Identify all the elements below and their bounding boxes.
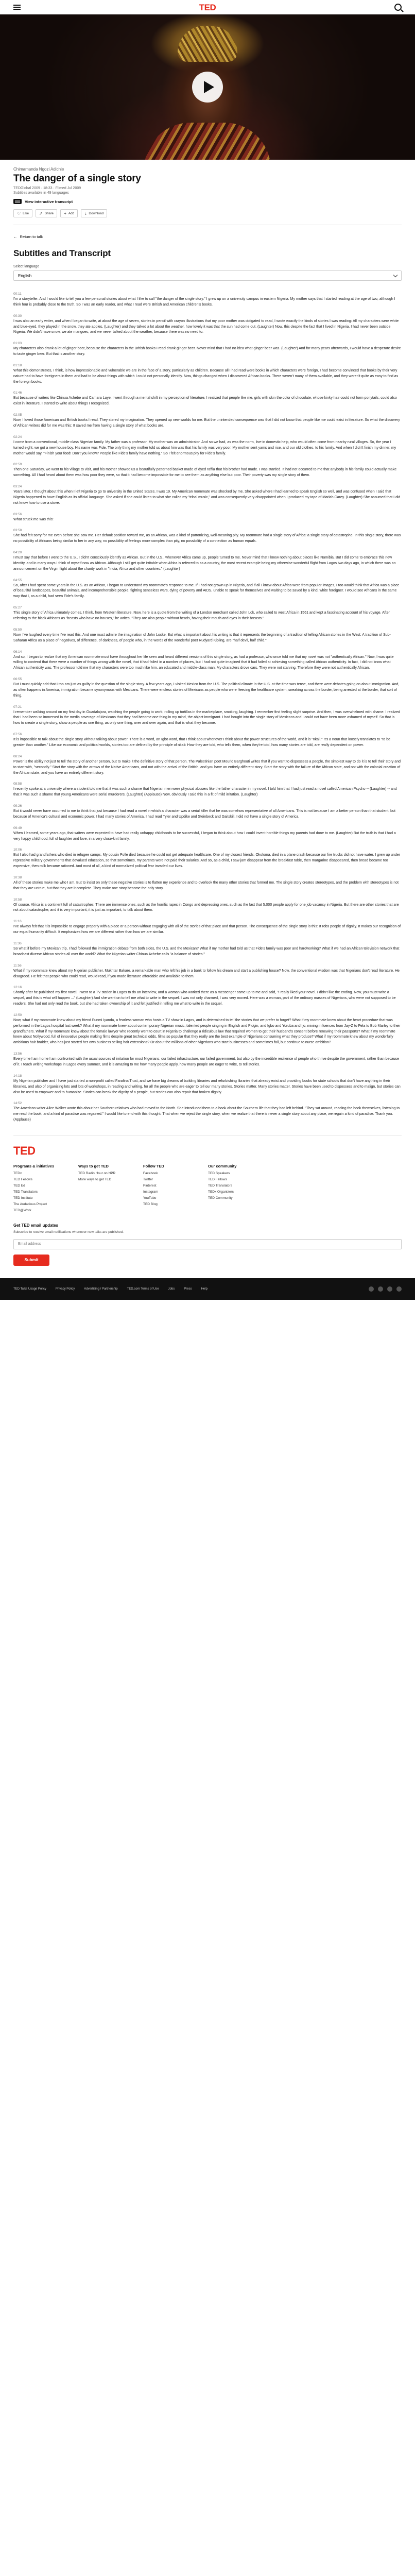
- footer-column: [78, 1164, 143, 1215]
- transcript-icon: [13, 199, 22, 204]
- footer-link[interactable]: TED Blog: [143, 1202, 158, 1206]
- transcript-text: Now, I loved those American and British books I read. They stirred my imagination. They opened up new worlds for me. But the unintended consequence was that I did not know that people like me could exist in literature. So what the discovery of African writers did for me was this: It saved me from having a single story of what books are.: [13, 418, 400, 428]
- transcript-text: But because of writers like Chinua Achebe and Camara Laye, I went through a mental shift in my perception of literature. I realized that people like me, girls with skin the color of chocolate, whose kinky hair could not form ponytails, could also exist in literature. I started to write about things I recognized.: [13, 396, 397, 406]
- transcript-text: And so, I began to realize that my American roommate must have throughout her life seen and heard different versions of this single story, as had a professor, who once told me that my novel was not "authentically African." Now, I was quite willing to contend that there were a number of things wrong with the novel, that it had failed in a number of places, but I had not quite imagined that it had failed at achieving something called African authenticity. In fact, I did not know what African authenticity was. The professor told me that my characters were too much like him, an educated and middle-class man. My characters drove cars. They were not starving. Therefore they were not authentically African.: [13, 655, 394, 670]
- timestamp[interactable]: 14:18: [13, 1074, 22, 1078]
- timestamp[interactable]: 13:56: [13, 1052, 22, 1056]
- bottom-link[interactable]: Jobs: [168, 1287, 175, 1291]
- transcript-text: I remember walking around on my first day in Guadalajara, watching the people going to work, rolling up tortillas in the marketplace, smoking, laughing. I remember first feeling slight surprise. And then, I was overwhelmed with shame. I realized that I had been so immersed in the media coverage of Mexicans that they had become one thing in my mind, the abject immigrant. I had bought into the single story of Mexicans and I could not have been more ashamed of myself. So that is how to create a single story, show a people as one thing, as only one thing, over and over again, and that is what they become.: [13, 710, 400, 725]
- transcript-text: She had felt sorry for me even before she saw me. Her default position toward me, as an African, was a kind of patronizing, well-meaning pity. My roommate had a single story of Africa: a single story of catastrophe. In this single story, there was no possibility of Africans being similar to her in any way, no possibility of feelings more complex than pity, no possibility of a connection as human equals.: [13, 534, 401, 544]
- footer-column-heading: Our community: [208, 1163, 237, 1168]
- talk-meta: TEDGlobal 2009 · 18:33 · Filmed Jul 2009: [13, 187, 81, 190]
- timestamp[interactable]: 05:27: [13, 606, 22, 610]
- bottom-link[interactable]: Help: [201, 1287, 208, 1291]
- timestamp[interactable]: 02:05: [13, 413, 22, 417]
- transcript-paragraph: [13, 942, 402, 958]
- bottom-link[interactable]: TED Talks Usage Policy: [13, 1287, 46, 1291]
- footer-columns: [0, 1161, 415, 1215]
- submit-button[interactable]: Submit: [13, 1255, 49, 1266]
- timestamp[interactable]: 01:18: [13, 363, 22, 367]
- transcript-text: I recently spoke at a university where a student told me that it was such a shame that Nigerian men were physical abusers like the father character in my novel. I told him that I had just read a novel called American Psycho -- (Laughter) -- and that it was such a shame that young Americans were serial murderers. (Laughter) (Applause) Now, obviously I said this in a fit of mild irritation. (Laughter): [13, 787, 397, 797]
- footer-link[interactable]: TED Institute: [13, 1196, 33, 1200]
- footer-column-heading: Follow TED: [143, 1163, 164, 1168]
- transcript-paragraph: [13, 413, 402, 429]
- timestamp[interactable]: 06:55: [13, 677, 22, 682]
- timestamp[interactable]: 02:59: [13, 463, 22, 467]
- arrow-left-icon: ←: [13, 234, 18, 239]
- action-label: Add: [68, 211, 75, 215]
- transcript-text: So, after I had spent some years in the U.S. as an African, I began to understand my roommate's response to me. If I had not grown up in Nigeria, and if all I knew about Africa were from popular images, I too would think that Africa was a place of beautiful landscapes, beautiful animals, and incomprehensible people, fighting senseless wars, dying of poverty and AIDS, unable to speak for themselves and waiting to be saved by a kind, white foreigner. I would see Africans in the same way that I, as a child, had seen Fide's family.: [13, 583, 400, 599]
- interactive-transcript-link[interactable]: [13, 199, 402, 204]
- footer-link[interactable]: TED Fellows: [13, 1177, 32, 1181]
- timestamp[interactable]: 11:56: [13, 963, 22, 968]
- download-icon: ↓: [84, 211, 87, 216]
- bottom-link[interactable]: TED.com Terms of Use: [127, 1287, 159, 1291]
- transcript-paragraph: [13, 964, 402, 980]
- transcript-text: My Nigerian publisher and I have just started a non-profit called Farafina Trust, and we have big dreams of building libraries and refurbishing libraries that already exist and providing books for state schools that don't have anything in their libraries, and also of organizing lots and lots of workshops, in reading and writing, for all the people who are eager to tell our many stories. Stories matter. Many stories matter. Stories have been used to dispossess and to malign, but stories can also be used to empower and to humanize. Stories can break the dignity of a people, but stories can also repair that broken dignity.: [13, 1079, 401, 1094]
- timestamp[interactable]: 03:58: [13, 529, 22, 533]
- timestamp[interactable]: 14:52: [13, 1101, 22, 1106]
- transcript-paragraph: [13, 804, 402, 820]
- transcript-paragraph: [13, 628, 402, 644]
- footer-link[interactable]: TED Radio Hour on NPR: [78, 1171, 116, 1175]
- language-select[interactable]: [13, 270, 402, 281]
- youtube-icon[interactable]: [396, 1286, 402, 1292]
- transcript-text: Power is the ability not just to tell the story of another person, but to make it the definitive story of that person. The Palestinian poet Mourid Barghouti writes that if you want to dispossess a people, the simplest way to do it is to tell their story and to start with, "secondly." Start the story with the arrows of the Native Americans, and not with the arrival of the British, and you have an entirely different story. Start the story with the failure of the African state, and not with the colonial creation of the African state, and you have an entirely different story.: [13, 759, 401, 775]
- transcript-text: But I also had grandfathers who died in refugee camps. My cousin Polle died because he could not get adequate healthcare. One of my closest friends, Okoloma, died in a plane crash because our fire trucks did not have water. I grew up under repressive military governments that devalued education, so that sometimes, my parents were not paid their salaries. And so, as a child, I saw jam disappear from the breakfast table, then margarine disappeared, then bread became too expensive, then milk became rationed. And most of all, a kind of normalized political fear invaded our lives.: [13, 853, 400, 869]
- transcript: [0, 281, 415, 1123]
- transcript-paragraph: [13, 529, 402, 545]
- transcript-paragraph: [13, 463, 402, 479]
- transcript-paragraph: [13, 876, 402, 892]
- transcript-paragraph: [13, 826, 402, 842]
- action-download-button[interactable]: [81, 209, 107, 217]
- transcript-text: My characters also drank a lot of ginger beer, because the characters in the British books I read drank ginger beer. Never mind that I had no idea what ginger beer was. (Laughter) And for many years afterwards, I would have a desperate desire to taste ginger beer. But that is another story.: [13, 347, 401, 357]
- transcript-text: Now, I've laughed every time I've read this. And one must admire the imagination of John Locke. But what is important about his writing is that it represents the beginning of a tradition of telling African stories in the West: A tradition of Sub-Saharan Africa as a place of negatives, of difference, of darkness, of people who, in the words of the wonderful poet Rudyard Kipling, are "half devil, half child.": [13, 633, 391, 642]
- speaker-name[interactable]: Chimamanda Ngozi Adichie: [13, 167, 64, 172]
- footer-column-heading: Programs & initiatives: [13, 1163, 55, 1168]
- social-icons: [369, 1286, 402, 1292]
- transcript-text: I'm a storyteller. And I would like to tell you a few personal stories about what I like to call "the danger of the single story." I grew up on a university campus in eastern Nigeria. My mother says that I started reading at the age of two, although I think four is probably close to the truth. So I was an early reader, and what I read were British and American children's books.: [13, 297, 395, 307]
- transcript-text: What struck me was this:: [13, 517, 54, 521]
- transcript-text: It is impossible to talk about the single story without talking about power. There is a word, an Igbo word, that I think about whenever I think about the power structures of the world, and it is "nkali." It's a noun that loosely translates to "to be greater than another." Like our economic and political worlds, stories too are defined by the principle of nkali: How they are told, who tells them, when they're told, how many stories are told, are really dependent on power.: [13, 738, 391, 747]
- transcript-paragraph: [13, 782, 402, 798]
- transcript-text: I've always felt that it is impossible to engage properly with a place or a person without engaging with all of the stories of that place and that person. The consequence of the single story is this: It robs people of dignity. It makes our recognition of our equal humanity difficult. It emphasizes how we are different rather than how we are similar.: [13, 925, 401, 935]
- footer-link[interactable]: TED@Work: [13, 1208, 31, 1212]
- footer-link[interactable]: Pinterest: [143, 1183, 157, 1188]
- transcript-text: The American writer Alice Walker wrote this about her Southern relatives who had moved to the North. She introduced them to a book about the Southern life that they had left behind. "They sat around, reading the book themselves, listening to me read the book, and a kind of paradise was regained." I would like to end with this thought: That when we reject the single story, when we realize that there is never a single story about any place, we regain a kind of paradise. Thank you. (Applause): [13, 1107, 400, 1122]
- transcript-paragraph: [13, 1074, 402, 1096]
- footer-column-heading: Ways to get TED: [78, 1163, 109, 1168]
- timestamp[interactable]: 08:58: [13, 782, 22, 786]
- transcript-paragraph: [13, 755, 402, 776]
- transcript-paragraph: [13, 650, 402, 672]
- bottom-link[interactable]: Press: [184, 1287, 192, 1291]
- timestamp[interactable]: 12:16: [13, 986, 22, 990]
- timestamp[interactable]: 10:58: [13, 897, 22, 902]
- transcript-text: Years later, I thought about this when I left Nigeria to go to university in the United States. I was 19. My American roommate was shocked by me. She asked where I had learned to speak English so well, and was confused when I said that Nigeria happened to have English as its official language. She asked if she could listen to what she called my "tribal music," and was consequently very disappointed when I produced my tape of Mariah Carey. (Laughter) She assumed that I did not know how to use a stove.: [13, 490, 401, 505]
- transcript-text: What if my roommate knew about my Nigerian publisher, Mukhtar Bakare, a remarkable man who left his job in a bank to follow his dream and start a publishing house? Now, the conventional wisdom was that Nigerians don't read literature. He disagreed. He felt that people who could read, would read, if you made literature affordable and available to them.: [13, 969, 400, 978]
- transcript-paragraph: [13, 551, 402, 572]
- timestamp[interactable]: 05:50: [13, 628, 22, 632]
- talk-info: [0, 160, 415, 225]
- back-link-label[interactable]: Return to talk: [20, 234, 43, 239]
- timestamp[interactable]: 11:16: [13, 920, 22, 924]
- video-player[interactable]: [0, 14, 415, 160]
- transcript-text: All of these stories make me who I am. But to insist on only these negative stories is to flatten my experience and to overlook the many other stories that formed me. The single story creates stereotypes, and the problem with stereotypes is not that they are untrue, but that they are incomplete. They make one story become the only story.: [13, 880, 399, 890]
- newsletter-heading: Get TED email updates: [13, 1223, 59, 1228]
- transcript-paragraph: [13, 342, 402, 358]
- transcript-text: Every time I am home I am confronted with the usual sources of irritation for most Nigerians: our failed infrastructure, our failed government, but also by the incredible resilience of people who thrive despite the government, rather than because of it. I teach writing workshops in Lagos every summer, and it is amazing to me how many people apply, how many people are eager to write, to tell stories.: [13, 1057, 399, 1066]
- timestamp[interactable]: 03:24: [13, 485, 22, 489]
- bottom-bar: [0, 1278, 415, 1300]
- timestamp[interactable]: 10:38: [13, 875, 22, 879]
- footer: [0, 1136, 415, 1300]
- back-link[interactable]: [0, 225, 415, 239]
- timestamp[interactable]: 01:03: [13, 342, 22, 346]
- transcript-text: So what if before my Mexican trip, I had followed the immigration debate from both sides, the U.S. and the Mexican? What if my mother had told us that Fide's family was poor and hardworking? What if we had an African television network that broadcast diverse African stories all over the world? What the Nigerian writer Chinua Achebe calls "a balance of stories.": [13, 947, 400, 956]
- transcript-text: But I must quickly add that I too am just as guilty in the question of the single story. A few years ago, I visited Mexico from the U.S. The political climate in the U.S. at the time was tense, and there were debates going on about immigration. And, as often happens in America, immigration became synonymous with Mexicans. There were endless stories of Mexicans as people who were fleecing the healthcare system, sneaking across the border, being arrested at the border, that sort of thing.: [13, 683, 400, 698]
- timestamp[interactable]: 08:24: [13, 754, 22, 758]
- timestamp[interactable]: 00:30: [13, 314, 22, 318]
- timestamp[interactable]: 11:36: [13, 942, 22, 945]
- timestamp[interactable]: 03:56: [13, 512, 22, 516]
- action-label: Share: [44, 211, 54, 215]
- twitter-icon[interactable]: [378, 1286, 383, 1292]
- footer-link[interactable]: TEDx Organizers: [208, 1190, 234, 1194]
- language-label: Select language: [13, 265, 40, 268]
- share-icon: ↗: [39, 211, 43, 216]
- transcript-paragraph: [13, 1013, 402, 1046]
- footer-column: [13, 1164, 78, 1215]
- action-row: [13, 209, 402, 225]
- play-button[interactable]: [192, 72, 223, 103]
- timestamp[interactable]: 04:20: [13, 551, 22, 555]
- timestamp[interactable]: 00:11: [13, 292, 22, 296]
- transcript-paragraph: [13, 606, 402, 622]
- transcript-paragraph: [13, 986, 402, 1007]
- transcript-text: Shortly after he published my first novel, I went to a TV station in Lagos to do an interview, and a woman who worked there as a messenger came up to me and said, "I really liked your novel. I didn't like the ending. Now, you must write a sequel, and this is what will happen ..." (Laughter) And she went on to tell me what to write in the sequel. I was not only charmed, I was very moved. Here was a woman, part of the ordinary masses of Nigerians, who were not supposed to be readers. She had not only read the book, but she had taken ownership of it and felt justified in telling me what to write in the sequel.: [13, 991, 396, 1006]
- transcript-paragraph: [13, 485, 402, 506]
- timestamp[interactable]: 07:21: [13, 705, 22, 709]
- newsletter: [0, 1215, 415, 1266]
- transcript-paragraph: [13, 848, 402, 870]
- chevron-down-icon: [393, 273, 397, 277]
- timestamp[interactable]: 07:56: [13, 733, 22, 737]
- footer-link[interactable]: TEDx: [13, 1171, 22, 1175]
- transcript-text: What this demonstrates, I think, is how impressionable and vulnerable we are in the face of a story, particularly as children. Because all I had read were books in which characters were foreign, I had become convinced that books by their very nature had to have foreigners in them and had to be about things with which I could not personally identify. Now, things changed when I discovered African books. There weren't many of them available, and they weren't quite as easy to find as the foreign books.: [13, 368, 399, 384]
- transcript-text: Then one Saturday, we went to his village to visit, and his mother showed us a beautifully patterned basket made of dyed raffia that his brother had made. I was startled. It had not occurred to me that anybody in his family could actually make something. All I had heard about them was how poor they were, so that it had become impossible for me to see them as anything else but poor. Their poverty was my single story of them.: [13, 468, 397, 478]
- action-add-button[interactable]: [60, 209, 78, 217]
- footer-link[interactable]: More ways to get TED: [78, 1177, 112, 1181]
- footer-link[interactable]: TED Translators: [13, 1190, 38, 1194]
- footer-link[interactable]: Twitter: [143, 1177, 153, 1181]
- transcript-text: I come from a conventional, middle-class Nigerian family. My father was a professor. My mother was an administrator. And so we had, as was the norm, live-in domestic help, who would often come from nearby rural villages. So, the year I turned eight, we got a new house boy. His name was Fide. The only thing my mother told us about him was that his family was very poor. My mother sent yams and rice, and our old clothes, to his family. And when I didn't finish my dinner, my mother would say, "Finish your food! Don't you know? People like Fide's family have nothing." So I felt enormous pity for Fide's family.: [13, 440, 396, 455]
- language-value: English: [18, 273, 32, 278]
- ted-logo[interactable]: TED: [199, 2, 216, 12]
- transcript-text: This single story of Africa ultimately comes, I think, from Western literature. Now, here is a quote from the writing of a London merchant called John Lok, who sailed to west Africa in 1561 and kept a fascinating account of his voyage. After referring to the black Africans as "beasts who have no houses," he writes, "They are also people without heads, having their mouth and eyes in their breasts.": [13, 611, 390, 620]
- transcript-text: When I learned, some years ago, that writers were expected to have had really unhappy childhoods to be successful, I began to think about how I could invent horrible things my parents had done to me. (Laughter) But the truth is that I had a very happy childhood, full of laughter and love, in a very close-knit family.: [13, 831, 396, 841]
- timestamp[interactable]: 02:24: [13, 435, 22, 439]
- transcript-paragraph: [13, 391, 402, 407]
- timestamp[interactable]: 06:14: [13, 650, 22, 654]
- footer-logo[interactable]: TED: [13, 1144, 36, 1157]
- transcript-text: I must say that before I went to the U.S., I didn't consciously identify as African. But in the U.S., whenever Africa came up, people turned to me. Never mind that I knew nothing about places like Namibia. But I did come to embrace this new identity, and in many ways I think of myself now as African. Although I still get quite irritable when Africa is referred to as a country, the most recent example being my otherwise wonderful flight from Lagos two days ago, in which there was an announcement on the Virgin flight about the charity work in "India, Africa and other countries." (Laughter): [13, 556, 396, 571]
- subtitle-count[interactable]: Subtitles available in 49 languages: [13, 191, 69, 195]
- timestamp[interactable]: 09:49: [13, 826, 22, 830]
- action-label: Like: [23, 211, 29, 215]
- transcript-paragraph: [13, 364, 402, 385]
- footer-link[interactable]: YouTube: [143, 1196, 157, 1200]
- transcript-paragraph: [13, 1101, 402, 1123]
- footer-column: [208, 1164, 273, 1215]
- action-like-button[interactable]: [13, 209, 32, 217]
- facebook-icon[interactable]: [369, 1286, 374, 1292]
- transcript-text: Of course, Africa is a continent full of catastrophes: There are immense ones, such as the horrific rapes in Congo and depressing ones, such as the fact that 5,000 people apply for one job vacancy in Nigeria. But there are other stories that are not about catastrophe, and it is very important, it is just as important, to talk about them.: [13, 903, 399, 912]
- transcript-paragraph: [13, 677, 402, 699]
- footer-link[interactable]: TED Community: [208, 1196, 233, 1200]
- transcript-paragraph: [13, 898, 402, 914]
- timestamp[interactable]: 04:55: [13, 578, 22, 582]
- action-share-button[interactable]: [36, 209, 57, 217]
- transcript-text: Now, what if my roommate knew about my friend Funmi Iyanda, a fearless woman who hosts a TV show in Lagos, and is determined to tell the stories that we prefer to forget? What if my roommate knew about the heart procedure that was performed in the Lagos hospital last week? What if my roommate knew about contemporary Nigerian music, talented people singing in English and Pidgin, and Igbo and Yoruba and Ijo, mixing influences from Jay-Z to Fela to Bob Marley to their grandfathers. What if my roommate knew about the female lawyer who recently went to court in Nigeria to challenge a ridiculous law that required women to get their husband's consent before renewing their passports? What if my roommate knew about Nollywood, full of innovative people making films despite great technical odds, films so popular that they really are the best example of Nigerians consuming what they produce? What if my roommate knew about my wonderfully ambitious hair braider, who has just started her own business selling hair extensions? Or about the millions of other Nigerians who start businesses and sometimes fail, but continue to nurse ambition?: [13, 1018, 401, 1045]
- bottom-link[interactable]: Privacy Policy: [55, 1287, 75, 1291]
- footer-link[interactable]: The Audacious Project: [13, 1202, 47, 1206]
- timestamp[interactable]: 09:26: [13, 804, 22, 808]
- menu-icon[interactable]: [13, 5, 21, 10]
- logo-wrap: [21, 0, 394, 14]
- transcript-paragraph: [13, 579, 402, 600]
- search-icon[interactable]: [394, 4, 402, 11]
- email-input[interactable]: Email address: [13, 1239, 402, 1249]
- transcript-paragraph: [13, 705, 402, 727]
- transcript-paragraph: [13, 513, 402, 523]
- transcript-paragraph: [13, 314, 402, 336]
- transcript-paragraph: [13, 292, 402, 308]
- timestamp[interactable]: 12:50: [13, 1013, 22, 1017]
- footer-link[interactable]: TED Translators: [208, 1183, 232, 1188]
- transcript-paragraph: [13, 435, 402, 457]
- timestamp[interactable]: 01:46: [13, 391, 22, 395]
- like-icon: ♡: [17, 211, 21, 216]
- footer-link[interactable]: Facebook: [143, 1171, 158, 1175]
- timestamp[interactable]: 10:06: [13, 848, 22, 852]
- transcript-text: I was also an early writer, and when I began to write, at about the age of seven, stories in pencil with crayon illustrations that my poor mother was obligated to read, I wrote exactly the kinds of stories I was reading: All my characters were white and blue-eyed, they played in the snow, they ate apples, (Laughter) and they talked a lot about the weather, how lovely it was that the sun had come out. (Laughter) Now, this despite the fact that I lived in Nigeria. I had never been outside Nigeria. We didn't have snow, we ate mangoes, and we never talked about the weather, because there was no need to.: [13, 319, 399, 334]
- newsletter-text: Subscribe to receive email notifications whenever new talks are published.: [13, 1230, 124, 1234]
- transcript-text: But it would never have occurred to me to think that just because I had read a novel in which a character was a serial killer that he was somehow representative of all Americans. This is not because I am a better person than that student, but because of America's cultural and economic power, I had many stories of America. I had read Tyler and Updike and Steinbeck and Gaitskill. I did not have a single story of America.: [13, 809, 395, 819]
- top-bar: [0, 0, 415, 14]
- transcript-paragraph: [13, 733, 402, 749]
- transcript-paragraph: [13, 920, 402, 936]
- bottom-link[interactable]: Advertising / Partnership: [84, 1287, 118, 1291]
- talk-title: The danger of a single story: [13, 173, 141, 184]
- footer-link[interactable]: TED Ed: [13, 1183, 25, 1188]
- footer-link[interactable]: Instagram: [143, 1190, 158, 1194]
- footer-link[interactable]: TED Speakers: [208, 1171, 230, 1175]
- subtitles-section: [0, 239, 415, 281]
- footer-link[interactable]: TED Fellows: [208, 1177, 227, 1181]
- interactive-transcript-label: View interactive transcript: [25, 199, 73, 204]
- add-icon: +: [64, 211, 66, 216]
- footer-column: [143, 1164, 208, 1215]
- transcript-paragraph: [13, 1052, 402, 1068]
- instagram-icon[interactable]: [387, 1286, 392, 1292]
- subtitles-heading: Subtitles and Transcript: [13, 248, 111, 258]
- action-label: Download: [89, 211, 104, 215]
